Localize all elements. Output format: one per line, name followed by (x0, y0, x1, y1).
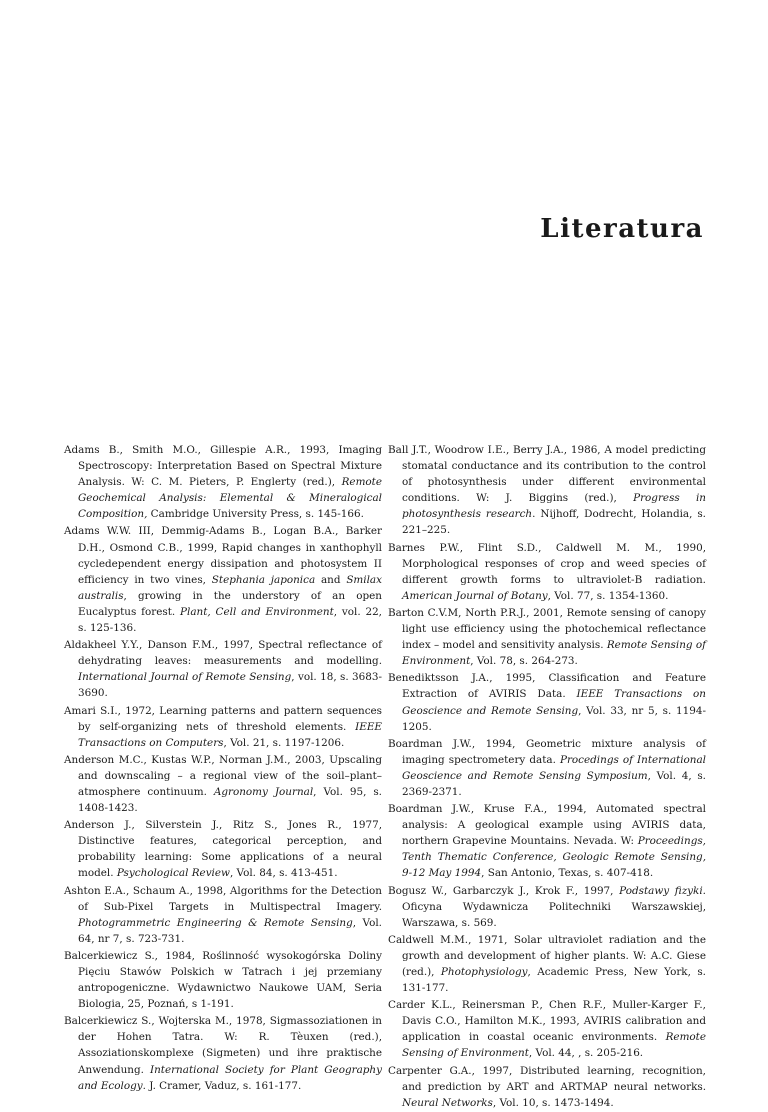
reference-italic-text: Agronomy Journal (213, 785, 314, 798)
reference-italic-text: Progress in photosynthesis research (402, 492, 707, 521)
reference-italic-text: Remote Geochemical Analysis: Elemental & Mineralogical Composition, (78, 476, 382, 521)
reference-text: Carder K.L., Reinersman P., Chen R.F., Muller-Karger F., Davis C.O., Hamilton M.K., 1993, AVIRIS calibration and application in coastal oceanic environments. (388, 999, 706, 1044)
references-right-column (388, 442, 706, 1112)
reference-text: Balcerkiewicz S., 1984, Roślinność wysokogórska Doliny Pięciu Stawów Polskich w Tatrach i jej przemiany antropogeniczne. Wydawnictwo Naukowe UAM, Seria Biologia, 25, Poznań, s 1-191. (64, 949, 382, 1011)
reference-entry (388, 997, 706, 1061)
reference-entry (64, 442, 382, 522)
reference-text: Caldwell M.M., 1971, Solar ultraviolet radiation and the growth and development of higher plants. W: A.C. Giese (red.), (388, 933, 706, 978)
reference-italic-text: Photogrammetric Engineering & Remote Sensing (78, 916, 353, 929)
reference-italic-text: Remote Sensing of Environment (402, 1031, 706, 1060)
reference-text: Aldakheel Y.Y., Danson F.M., 1997, Spectral reflectance of dehydrating leaves: measurements and modelling. (64, 639, 382, 668)
reference-text: Balcerkiewicz S., Wojterska M., 1978, Sigmassoziationen in der Hohen Tatra. W: R. Tèuxen (red.), Assoziationskomplexe (Sigmeten) und ihre praktische Anwendung. (64, 1015, 382, 1076)
reference-italic-text: Psychological Review (116, 867, 230, 880)
reference-text: Carpenter G.A., 1997, Distributed learning, recognition, and prediction by ART and ARTMAP neural networks. (388, 1064, 706, 1093)
reference-entry (388, 540, 706, 604)
page-title: Literatura (540, 214, 704, 244)
reference-text: . J. Cramer, Vaduz, s. 161-177. (142, 1079, 302, 1092)
reference-entry (388, 442, 706, 539)
reference-text: Anderson J., Silverstein J., Ritz S., Jones R., 1977, Distinctive features, categorical perception, and probability learning: Some applications of a neural model. (64, 819, 382, 880)
reference-text: Ashton E.A., Schaum A., 1998, Algorithms for the Detection of Sub-Pixel Targets in Multispectral Imagery. (64, 884, 382, 913)
reference-italic-text: Neural Networks (402, 1096, 493, 1109)
reference-italic-text: Remote Sensing of Environment (402, 639, 706, 668)
reference-entry (388, 1063, 706, 1111)
reference-entry (388, 670, 706, 734)
reference-text: , San Antonio, Texas, s. 407-418. (481, 867, 654, 880)
reference-text: Benediktsson J.A., 1995, Classification and Feature Extraction of AVIRIS Data. (388, 672, 706, 701)
reference-entry (388, 736, 706, 800)
reference-text: , Vol. 44, , s. 205-216. (528, 1047, 644, 1060)
reference-entry (64, 948, 382, 1012)
reference-text: , Vol. 4, s. 2369-2371. (402, 769, 706, 798)
reference-italic-text: IEEE Transactions on Computers (78, 720, 382, 749)
reference-italic-text: Photophysiology (440, 966, 528, 978)
reference-italic-text: Stephania japonica (211, 573, 316, 586)
reference-text: , Vol. 84, s. 413-451. (229, 867, 338, 880)
reference-entry (64, 883, 382, 947)
reference-entry (64, 703, 382, 751)
reference-text: Cambridge University Press, s. 145-166. (147, 508, 364, 521)
reference-entry (388, 801, 706, 881)
reference-entry (64, 523, 382, 636)
reference-text: , Vol. 33, nr 5, s. 1194-1205. (402, 704, 706, 733)
reference-text: Adams B., Smith M.O., Gillespie A.R., 1993, Imaging Spectroscopy: Interpretation Based on Spectral Mixture Analysis. W: C. M. Pieters, P. Englerty (red.), (64, 444, 382, 489)
reference-italic-text: Plant, Cell and Environment (180, 605, 334, 618)
reference-text: Amari S.I., 1972, Learning patterns and pattern sequences by self-organizing nets of threshold elements. (64, 704, 382, 733)
reference-text: , Vol. 78, s. 264-273. (470, 655, 578, 668)
reference-italic-text: Podstawy fizyki (619, 884, 703, 897)
reference-italic-text: IEEE Transactions on Geoscience and Remote Sensing (402, 688, 706, 717)
reference-text: , Vol. 21, s. 1197-1206. (223, 736, 345, 749)
references-left-column (64, 442, 382, 1095)
reference-entry (388, 932, 706, 996)
reference-text: Bogusz W., Garbarczyk J., Krok F., 1997, (388, 884, 620, 897)
reference-text: . Oficyna Wydawnicza Politechniki Warszawskiej, Warszawa, s. 569. (402, 884, 706, 929)
reference-text: and (315, 573, 347, 586)
reference-text: Barnes P.W., Flint S.D., Caldwell M. M., 1990, Morphological responses of crop and weed species of different growth forms to ultraviolet-B radiation. (388, 541, 706, 586)
reference-text: Ball J.T., Woodrow I.E., Berry J.A., 1986, A model predicting stomatal conductance and its contribution to the control of photosynthesis under different environmental conditions. W: J. Biggins (red.), (388, 444, 706, 505)
reference-text: . Nijhoff, Dodrecht, Holandia, s. 221–225. (402, 508, 706, 537)
reference-text: Barton C.V.M, North P.R.J., 2001, Remote sensing of canopy light use efficiency using the photochemical reflectance index – model and sensitivity analysis. (388, 606, 706, 652)
reference-entry (64, 817, 382, 881)
reference-text: Boardman J.W., 1994, Geometric mixture analysis of imaging spectrometery data. (388, 737, 706, 766)
reference-italic-text: American Journal of Botany (402, 589, 548, 602)
reference-italic-text: International Journal of Remote Sensing (78, 671, 292, 684)
reference-entry (64, 1013, 382, 1093)
reference-text: , Vol. 10, s. 1473-1494. (492, 1096, 614, 1109)
reference-text: , Vol. 95, s. 1408-1423. (78, 785, 382, 815)
reference-text: , growing in the understory of an open Eucalyptus forest. (78, 589, 382, 618)
reference-italic-text: International Society for Plant Geography and Ecology (78, 1063, 382, 1092)
reference-text: Anderson M.C., Kustas W.P., Norman J.M., 2003, Upscaling and downscaling – a regional view of the soil–plant–atmosphere continuum. (64, 753, 382, 798)
reference-text: , Academic Press, New York, s. 131-177. (402, 966, 706, 995)
reference-text: , Vol. 64, nr 7, s. 723-731. (78, 916, 382, 945)
reference-text: Boardman J.W., Kruse F.A., 1994, Automated spectral analysis: A geological example using AVIRIS data, northern Grapevine Mountains. Nevada. W: (388, 803, 706, 848)
reference-text: Adams W.W. III, Demmig-Adams B., Logan B.A., Barker D.H., Osmond C.B., 1999, Rapid changes in xanthophyll cycledependent energy dissipation and photosystem II efficiency in two vines, (64, 525, 382, 586)
reference-italic-text: Smilax australis (78, 573, 382, 602)
reference-text: , vol. 18, s. 3683-3690. (78, 671, 382, 700)
reference-italic-text: Proceedings, Tenth Thematic Conference, Geologic Remote Sensing, 9-12 May 1994 (402, 835, 706, 880)
reference-entry (388, 605, 706, 669)
reference-entry (388, 883, 706, 931)
reference-entry (64, 752, 382, 816)
reference-italic-text: Procedings of International Geoscience and Remote Sensing Symposium (402, 753, 706, 782)
reference-entry (64, 637, 382, 701)
reference-text: , Vol. 77, s. 1354-1360. (547, 589, 669, 602)
reference-text: , vol. 22, s. 125-136. (78, 605, 382, 635)
